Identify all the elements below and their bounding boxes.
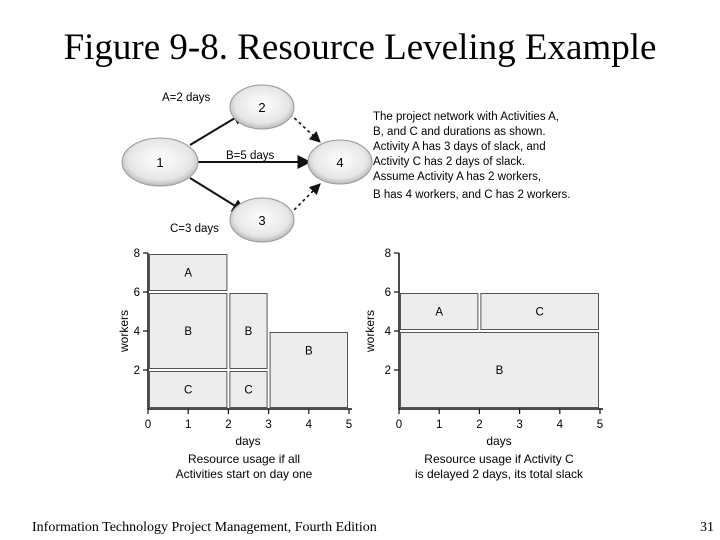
x-axis-label: days	[486, 434, 512, 448]
node-4	[308, 140, 372, 184]
node-4-label: 4	[336, 155, 344, 170]
x-tick-label: 2	[225, 419, 232, 431]
description-line: Activity C has 2 days of slack.	[373, 156, 526, 168]
y-axis-label: workers	[117, 309, 131, 353]
node-3	[230, 198, 294, 242]
chart-caption: Resource usage if Activity C	[424, 452, 574, 466]
resource-block	[270, 333, 347, 408]
x-tick-label: 4	[305, 419, 313, 431]
y-tick-label: 4	[133, 326, 140, 338]
slide-title: Figure 9-8. Resource Leveling Example	[63, 27, 657, 68]
description-line: Activity A has 3 days of slack, and	[373, 141, 546, 153]
chart-caption: is delayed 2 days, its total slack	[414, 467, 584, 481]
network-description	[373, 111, 571, 201]
block-label: B	[304, 345, 313, 358]
x-tick-label: 5	[596, 419, 604, 431]
x-axis-label: days	[235, 434, 261, 448]
block-label: C	[535, 306, 544, 319]
x-tick-label: 4	[556, 419, 564, 431]
x-tick-label: 1	[184, 419, 192, 431]
node-1-label: 1	[156, 155, 164, 170]
description-line: The project network with Activities A,	[373, 111, 559, 123]
x-tick-label: 1	[435, 419, 443, 431]
block-label: B	[244, 326, 253, 338]
page-number: 31	[700, 520, 714, 535]
y-tick-label: 8	[133, 248, 140, 260]
x-tick-label: 3	[516, 419, 523, 431]
edge-dummy-2-4	[290, 114, 320, 142]
x-tick-label: 0	[144, 419, 152, 431]
description-line: Assume Activity A has 2 workers,	[373, 171, 542, 183]
x-tick-label: 3	[265, 419, 272, 431]
y-tick-label: 8	[384, 248, 391, 260]
node-2-label: 2	[258, 100, 266, 115]
resource-chart-left	[117, 248, 352, 481]
footer-text: Information Technology Project Management, Fourth Edition	[32, 520, 377, 535]
x-tick-label: 2	[476, 419, 483, 431]
y-tick-label: 6	[384, 287, 391, 299]
description-line: B has 4 workers, and C has 2 workers.	[373, 189, 571, 201]
edge-label-c: C=3 days	[170, 223, 219, 235]
block-label: A	[184, 267, 193, 280]
x-tick-label: 0	[395, 419, 403, 431]
resource-chart-right	[363, 248, 603, 481]
block-label: A	[435, 306, 444, 319]
block-label: C	[184, 384, 193, 397]
node-2	[230, 85, 294, 129]
y-tick-label: 4	[384, 326, 391, 338]
y-tick-label: 2	[133, 365, 140, 377]
block-label: B	[495, 365, 504, 377]
edge-dummy-3-4	[290, 184, 320, 214]
y-tick-label: 2	[384, 365, 391, 377]
chart-caption: Activities start on day one	[175, 467, 313, 481]
network-diagram	[122, 85, 571, 242]
edge-label-b: B=5 days	[226, 150, 275, 162]
y-tick-label: 6	[133, 287, 140, 299]
node-3-label: 3	[258, 213, 266, 228]
edge-label-a: A=2 days	[162, 92, 211, 104]
block-label: B	[184, 326, 193, 338]
x-tick-label: 5	[345, 419, 353, 431]
block-label: C	[244, 384, 253, 397]
y-axis-label: workers	[363, 309, 377, 353]
node-1	[122, 138, 198, 186]
chart-caption: Resource usage if all	[187, 452, 301, 466]
description-line: B, and C and durations as shown.	[373, 126, 546, 138]
